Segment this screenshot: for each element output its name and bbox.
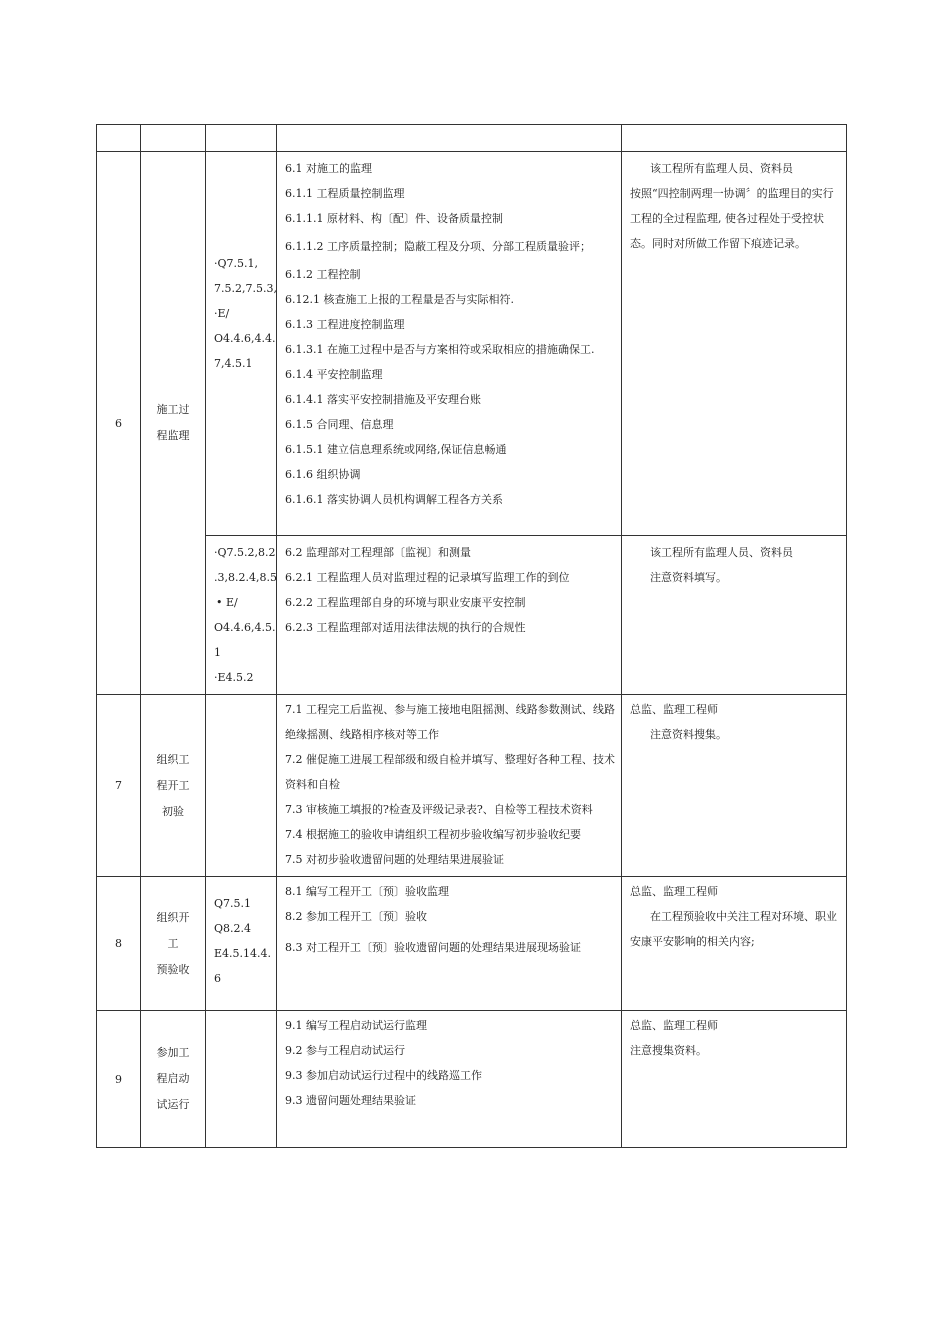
ref-line: 1 (214, 646, 221, 659)
step-name (141, 1011, 206, 1148)
note-line: 在工程预验收中关注工程对环境、职业安康平安影响的相关内容; (630, 910, 837, 948)
content-line: 9.3 参加启动试运行过程中的线路巡工作 (285, 1069, 482, 1082)
reference-clauses (206, 695, 277, 877)
step-line: 施工过 (156, 403, 190, 416)
content-line: 6.1.3 工程进度控制监理 (285, 318, 405, 331)
content-line: 8.3 对工程开工〔预〕验收遗留问题的处理结果进展现场验证 (285, 941, 581, 954)
table-row (97, 1011, 847, 1148)
content-line: 8.2 参加工程开工〔预〕验收 (285, 910, 427, 923)
step-name (141, 877, 206, 1011)
ref-line: ·Q7.5.2,8.2 (214, 546, 276, 559)
procedure-table (96, 124, 847, 1148)
note-line: 总监、监理工程师 (630, 1019, 718, 1032)
header-cell-ref (206, 125, 277, 152)
content-line: 6.1.5 合同理、信息理 (285, 418, 394, 431)
note-line: 该工程所有监理人员、资料员 (650, 546, 793, 559)
content-line: 9.2 参与工程启动试运行 (285, 1044, 405, 1057)
ref-line: • E/ (216, 596, 238, 609)
content-line: 9.3 遗留问题处理结果验证 (285, 1094, 416, 1107)
step-line: 组织工 (156, 752, 190, 766)
work-content (277, 152, 622, 536)
ref-line: 6 (214, 971, 221, 985)
content-line: 7.4 根据施工的验收申请组织工程初步验收编写初步验收纪要 (285, 828, 581, 841)
ref-line: O4.4.6,4.4. (214, 332, 276, 345)
ref-line: Q7.5.1 (214, 896, 252, 910)
note-line: 该工程所有监理人员、资料员 (650, 162, 793, 175)
responsible-note (622, 536, 847, 695)
ref-line: E4.5.14.4. (214, 946, 272, 960)
content-line: 6.2.1 工程监理人员对监理过程的记录填写监理工作的到位 (285, 571, 570, 584)
header-cell-note (622, 125, 847, 152)
header-cell-no (97, 125, 141, 152)
content-line: 6.1.2 工程控制 (285, 268, 361, 281)
content-line: 7.3 审核施工填报的?检查及评级记录表?、自检等工程技术资料 (285, 803, 593, 816)
content-line: 6.1.1.1 原材料、构〔配〕件、设备质量控制 (285, 212, 503, 225)
content-line: 6.2.3 工程监理部对适用法律法规的执行的合规性 (285, 621, 526, 634)
reference-clauses (206, 877, 277, 1011)
responsible-note (622, 1011, 847, 1148)
note-line: 总监、监理工程师 (630, 885, 718, 898)
ref-line: ·E4.5.2 (214, 671, 254, 684)
row-number: 8 (97, 877, 141, 1011)
content-line: 6.1.4.1 落实平安控制措施及平安理台账 (285, 393, 481, 406)
table-row (97, 695, 847, 877)
responsible-note (622, 695, 847, 877)
step-line: 工 (167, 936, 179, 950)
content-line: 7.1 工程完工后监视、参与施工接地电阻摇测、线路参数测试、线路绝缘摇测、线路相序核对等工作 (285, 703, 615, 741)
ref-line: Q8.2.4 (214, 921, 252, 935)
header-cell-content (277, 125, 622, 152)
responsible-note (622, 152, 847, 536)
content-line: 6.1.1 工程质量控制监理 (285, 187, 405, 200)
step-name (141, 152, 206, 695)
content-line: 6.1 对施工的监理 (285, 162, 372, 175)
reference-clauses (206, 152, 277, 536)
note-line: 注意搜集资料。 (630, 1044, 707, 1057)
content-line: 6.1.1.2 工序质量控制；隐蔽工程及分项、分部工程质量验评； (285, 240, 591, 253)
content-line: 8.1 编写工程开工〔预〕验收监理 (285, 885, 449, 898)
content-line: 9.1 编写工程启动试运行监理 (285, 1019, 427, 1032)
ref-line: 7,4.5.1 (214, 357, 253, 370)
content-line: 6.2.2 工程监理部自身的环境与职业安康平安控制 (285, 596, 526, 609)
header-row (97, 125, 847, 152)
note-line: 注意资料搜集。 (650, 728, 727, 741)
step-line: 组织开 (156, 910, 190, 924)
step-line: 预验收 (156, 962, 190, 976)
step-line: 程启动 (156, 1072, 190, 1085)
ref-line: .3,8.2.4,8.5 (214, 571, 277, 584)
note-line: 总监、监理工程师 (630, 703, 718, 716)
ref-line: ·E/ (214, 307, 230, 320)
table-row (97, 152, 847, 536)
content-line: 6.1.6 组织协调 (285, 468, 361, 481)
ref-line: O4.4.6,4.5. (214, 621, 276, 634)
content-line: 7.5 对初步验收遗留问题的处理结果进展验证 (285, 853, 504, 866)
step-line: 参加工 (156, 1046, 190, 1059)
row-number: 9 (97, 1011, 141, 1148)
note-line: 按照“四控制两理一协调〞的监理目的实行工程的全过程监理, 使各过程处于受控状态。同时对所做工作留下痕迹记录。 (630, 187, 834, 250)
step-line: 程监理 (156, 429, 190, 442)
reference-clauses (206, 1011, 277, 1148)
reference-clauses (206, 536, 277, 695)
content-line: 7.2 催促施工进展工程部级和级自检并填写、整理好各种工程、技术资料和自检 (285, 753, 615, 791)
work-content (277, 877, 622, 1011)
step-name (141, 695, 206, 877)
note-line: 注意资料填写。 (650, 571, 727, 584)
content-line: 6.1.6.1 落实协调人员机构调解工程各方关系 (285, 493, 503, 506)
content-line: 6.1.5.1 建立信息理系统或网络,保证信息畅通 (285, 443, 507, 456)
content-line: 6.1.4 平安控制监理 (285, 368, 383, 381)
responsible-note (622, 877, 847, 1011)
table-row (97, 877, 847, 1011)
content-line: 6.2 监理部对工程理部〔监视〕和测量 (285, 546, 471, 559)
content-line: 6.1.3.1 在施工过程中是否与方案相符或采取相应的措施确保工. (285, 343, 595, 356)
row-number: 6 (97, 152, 141, 695)
content-line: 6.12.1 核查施工上报的工程量是否与实际相符. (285, 293, 514, 306)
row-number: 7 (97, 695, 141, 877)
work-content (277, 536, 622, 695)
ref-line: 7.5.2,7.5.3, (214, 282, 277, 295)
step-line: 初验 (162, 804, 184, 818)
work-content (277, 695, 622, 877)
header-cell-step (141, 125, 206, 152)
table-row (97, 536, 847, 695)
step-line: 试运行 (156, 1098, 190, 1111)
step-line: 程开工 (156, 778, 190, 792)
work-content (277, 1011, 622, 1148)
ref-line: ·Q7.5.1, (214, 257, 258, 270)
